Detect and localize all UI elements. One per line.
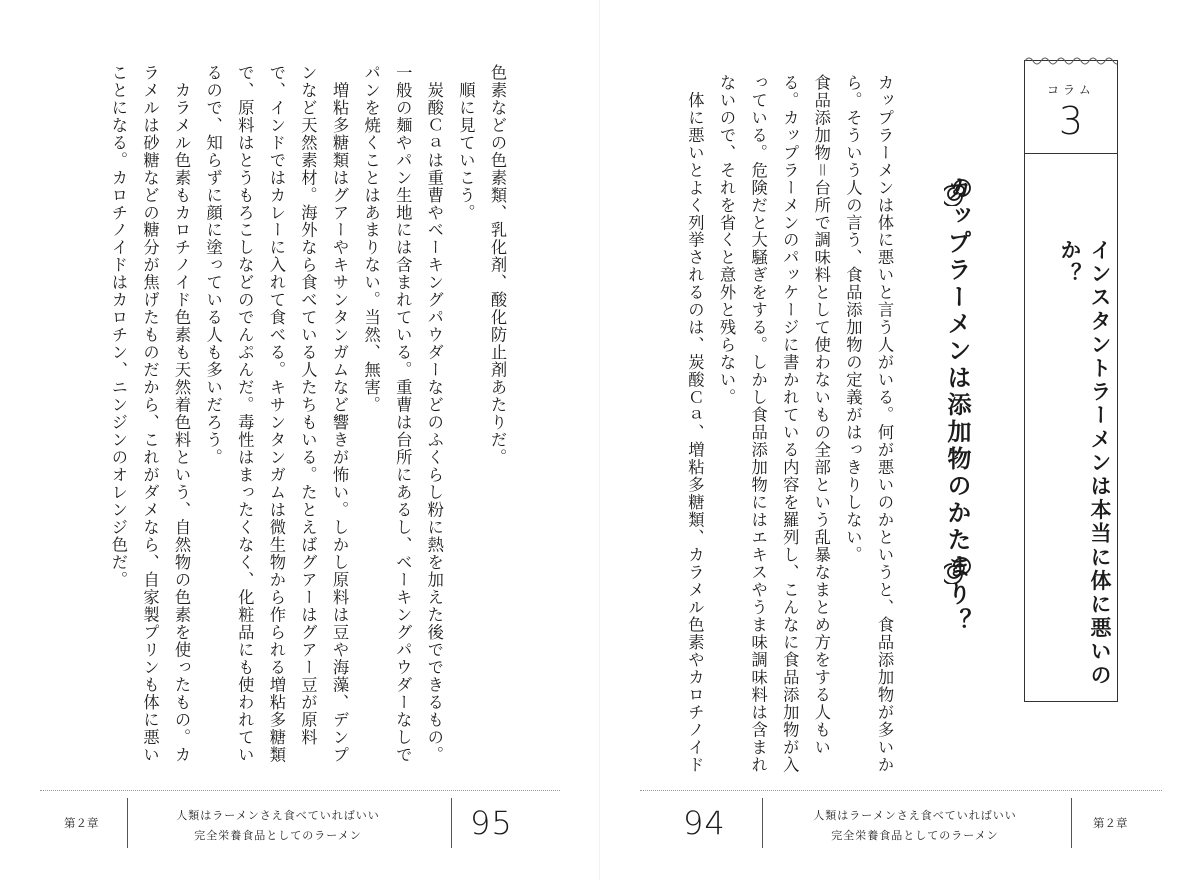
column-box-wavy-edge (1025, 53, 1117, 69)
right-footer-chapter: 第２章 (1093, 816, 1128, 830)
right-footer-title-line2: 完全栄養食品としてのラーメン (831, 829, 999, 842)
column-number: 3 (1058, 99, 1084, 143)
right-page-number: 94 (683, 804, 726, 842)
left-page-body-text: 色素などの色素類、乳化剤、酸化防止剤あたりだ。 順に見ていこう。 炭酸Ｃａは重曹やベーキングパウダーなどのふくらし粉に熱を加えた後でできるもの。一般の麺やパン生地には含まれている。重曹は台所にあるし、ベーキングパウダーなしでパンを焼くことはあまりない。当然、無害。 増粘多糖類はグアーやキサンタンガムなど響きが怖い。しかし原料は豆や海藻、デンプンなど天然素材。海外なら食べている人たちもいる。たとえばグアーはグアー豆が原料で、インドではカレーに入れて食べる。キサンタンガムは微生物から作られる増粘多糖類で、原料はとうもろこしなどのでんぷんだ。毒性はまったくなく、化粧品にも使われているので、知らずに顔に塗っている人も多いだろう。 カラメル色素もカロチノイド色素も天然着色料という、自然物の色素を使ったもの。カラメルは砂糖などの糖分が焦げたものだから、これがダメなら、自家製プリンも体に悪いことになる。カロチノイドはカロチン、ニンジンのオレンジ色だ。 (108, 64, 507, 764)
left-page-number: 95 (470, 804, 513, 842)
column-box (1024, 60, 1118, 702)
spiral-icon-bottom (944, 556, 972, 584)
left-footer-divider-1 (127, 798, 128, 848)
left-footer-chapter: 第２章 (64, 816, 99, 830)
left-footer-title-line1: 人類はラーメンさえ食べていればいい (176, 809, 380, 822)
left-footer-book-title (148, 806, 408, 846)
column-title: インスタントラーメンは本当に体に悪いのか？ (1058, 239, 1112, 688)
left-footer-divider-2 (451, 798, 452, 848)
left-footer-title-line2: 完全栄養食品としてのラーメン (194, 829, 362, 842)
right-footer-divider-1 (762, 798, 763, 848)
right-footer-title-line1: 人類はラーメンさえ食べていればいい (813, 809, 1017, 822)
left-footer-rule (40, 790, 560, 792)
right-footer-divider-2 (1071, 798, 1072, 848)
column-divider (1025, 153, 1117, 154)
section-heading: カップラーメンは添加物のかたまり？ (943, 176, 971, 635)
right-page-body-text: カップラーメンは体に悪いと言う人がいる。何が悪いのかというと、食品添加物が多いから。そういう人の言う、食品添加物の定義がはっきりしない。 食品添加物＝台所で調味料として使わないもの全部という乱暴なまとめ方をする人もいる。カップラーメンのパッケージに書かれている内容を羅列し、こんなに食品添加物が入っている。危険だと大騒ぎをする。しかし食品添加物にはエキスやうま味調味料は含まれないので、それを省くと意外と残らない。 体に悪いとよく列挙されるのは、炭酸Ｃａ、増粘多糖類、カラメル色素やカロチノイド (685, 74, 894, 774)
right-footer-rule (640, 790, 1162, 792)
right-footer-book-title (785, 806, 1045, 846)
column-label: コラム (1047, 83, 1095, 97)
